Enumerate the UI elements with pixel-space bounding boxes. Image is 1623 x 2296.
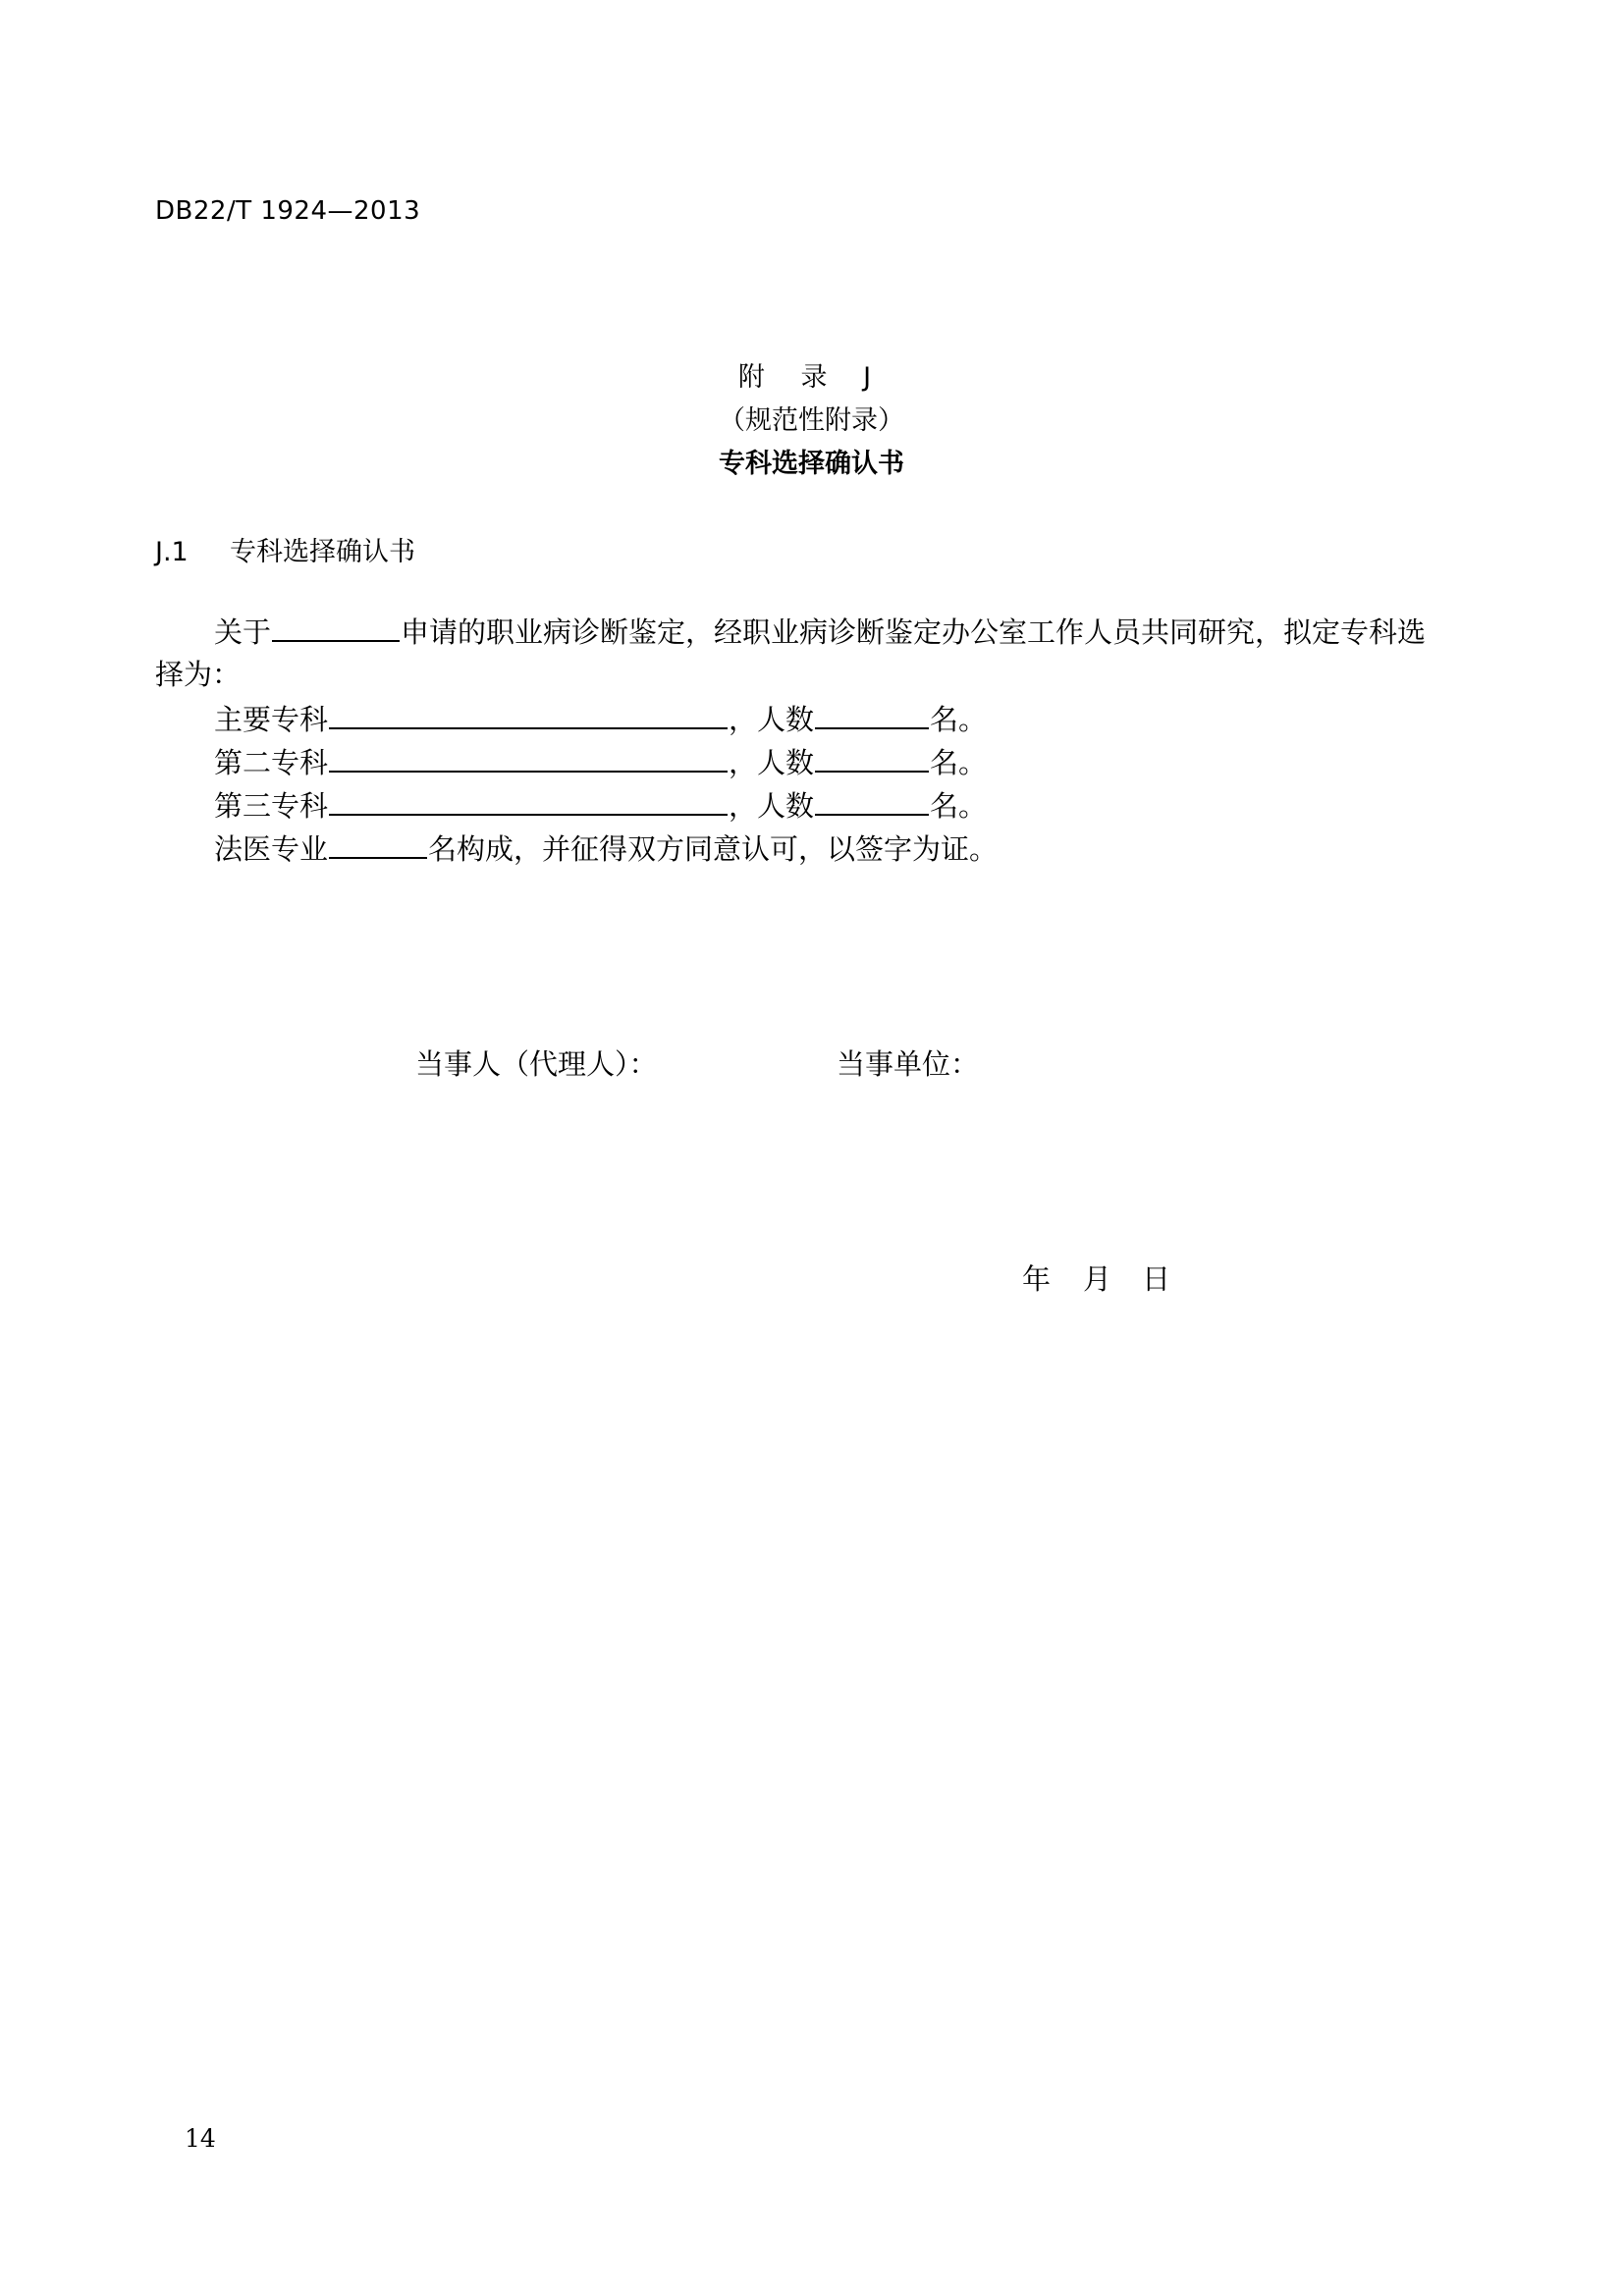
count-suffix: 名。 <box>930 703 988 736</box>
specialty-name-blank[interactable] <box>329 784 728 816</box>
forensic-rest: 名构成，并征得双方同意认可，以签字为证。 <box>428 832 999 866</box>
section-heading <box>155 530 415 568</box>
section-number: J.1 <box>155 537 189 567</box>
date-month: 月 <box>1083 1262 1112 1296</box>
specialty-label: 第三专科 <box>214 789 329 823</box>
count-label: ，人数 <box>729 789 815 823</box>
specialty-row-third <box>214 784 987 824</box>
unit-signature-label: 当事单位： <box>837 1047 980 1081</box>
count-blank[interactable] <box>815 784 929 816</box>
appendix-title: 专科选择确认书 <box>719 449 904 479</box>
specialty-label: 主要专科 <box>214 703 329 736</box>
count-suffix: 名。 <box>930 789 988 823</box>
forensic-count-blank[interactable] <box>329 828 427 859</box>
specialty-row-second <box>214 741 987 780</box>
appendix-label: 附 录 J <box>737 362 886 393</box>
applicant-blank[interactable] <box>272 611 400 642</box>
paragraph-line-2 <box>155 655 241 694</box>
specialty-name-blank[interactable] <box>329 698 728 729</box>
count-suffix: 名。 <box>930 746 988 779</box>
count-label: ，人数 <box>729 746 815 779</box>
count-label: ，人数 <box>729 703 815 736</box>
party-signature-label: 当事人（代理人）： <box>415 1047 658 1081</box>
count-blank[interactable] <box>815 741 929 773</box>
date-line <box>1022 1257 1170 1298</box>
specialty-label: 第二专科 <box>214 746 329 779</box>
date-day: 日 <box>1142 1262 1171 1296</box>
count-blank[interactable] <box>815 698 929 729</box>
date-year: 年 <box>1022 1262 1052 1296</box>
paragraph-line-1 <box>214 611 1426 650</box>
forensic-label: 法医专业 <box>214 832 329 866</box>
page-number: 14 <box>185 2124 216 2153</box>
appendix-type: （规范性附录） <box>719 405 904 436</box>
p1-wrap: 择为： <box>155 658 242 691</box>
specialty-name-blank[interactable] <box>329 741 728 773</box>
specialty-row-primary <box>214 698 987 737</box>
document-code-header: DB22/T 1924—2013 <box>155 196 421 226</box>
section-title: 专科选择确认书 <box>230 537 415 567</box>
forensic-row <box>214 828 998 867</box>
p1-prefix: 关于 <box>214 615 272 649</box>
p1-rest: 申请的职业病诊断鉴定，经职业病诊断鉴定办公室工作人员共同研究，拟定专科选 <box>401 615 1427 649</box>
